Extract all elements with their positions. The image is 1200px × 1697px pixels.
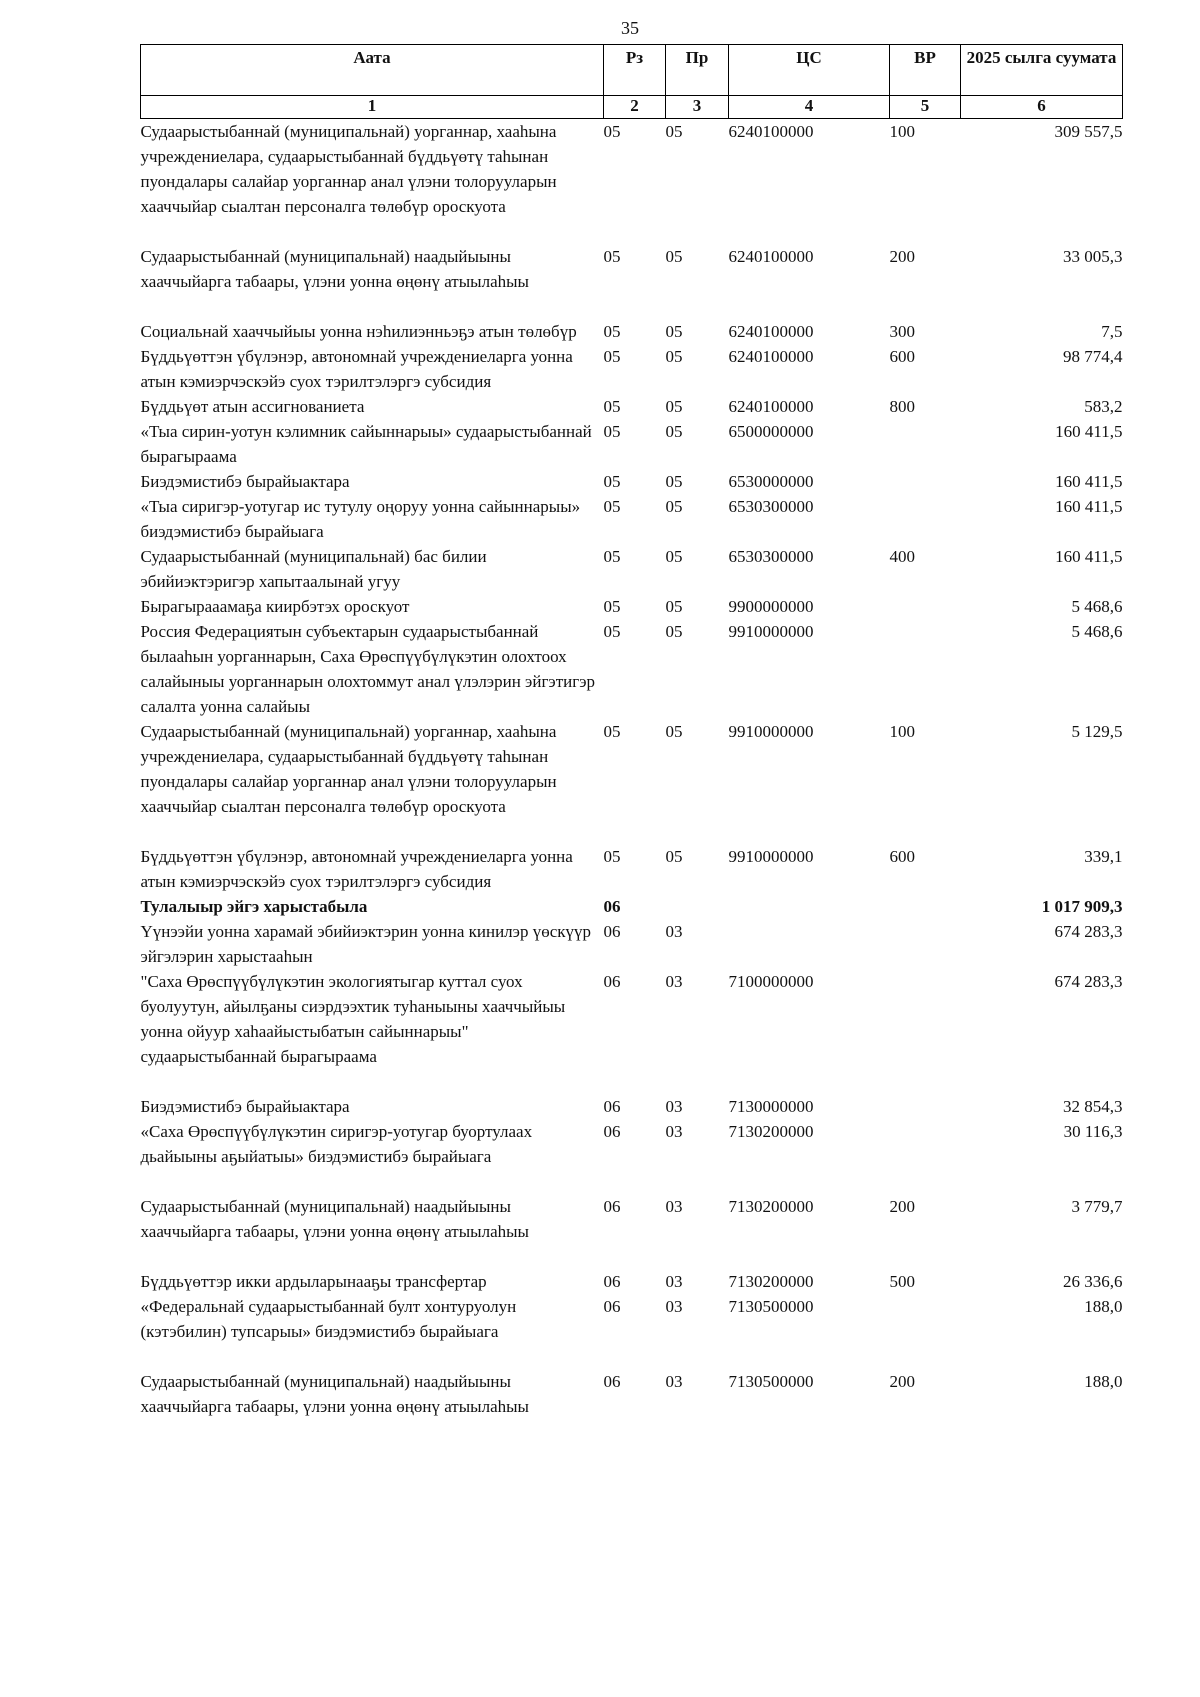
table-row	[141, 919, 1123, 969]
row-sum: 5 468,6	[1071, 622, 1123, 641]
row-pr: 03	[665, 1097, 683, 1116]
row-cs: 9910000000	[728, 722, 814, 741]
row-pr: 03	[665, 1197, 683, 1216]
row-sum: 30 116,3	[1063, 1122, 1123, 1141]
header-number: 4	[729, 96, 890, 119]
row-pr: 05	[665, 397, 683, 416]
header-pr: Пр	[666, 45, 729, 96]
row-vr	[890, 894, 961, 919]
row-pr: 05	[665, 472, 683, 491]
table-row	[141, 419, 1123, 469]
row-name: Судаарыстыбаннай (муниципальнай) уорганнар, хааһына учреждениелара, судаарыстыбаннай бүддьүөтү таһынан пуондалары салайар уорганнар анал үлэни толорууларын хааччыйар сыалтан персоналга төлөбүр ороскуота	[140, 122, 557, 216]
row-rz: 05	[603, 422, 621, 441]
table-header	[141, 45, 1123, 119]
row-sum: 188,0	[1084, 1297, 1123, 1316]
row-rz: 05	[603, 322, 621, 341]
header-number: 6	[961, 96, 1123, 119]
row-cs: 7130200000	[728, 1272, 814, 1291]
row-cs: 6530300000	[728, 497, 814, 516]
row-cs: 9900000000	[728, 597, 814, 616]
header-row	[141, 45, 1123, 96]
row-rz: 05	[603, 622, 621, 641]
row-cs: 7130200000	[728, 1197, 814, 1216]
row-vr	[890, 919, 961, 969]
table-row	[141, 594, 1123, 619]
row-pr: 03	[665, 972, 683, 991]
header-vr: ВР	[890, 45, 961, 96]
row-vr: 200	[889, 247, 915, 266]
row-sum: 5 468,6	[1071, 597, 1123, 616]
table-row	[141, 1094, 1123, 1119]
row-sum: 26 336,6	[1063, 1272, 1123, 1291]
row-vr	[890, 494, 961, 544]
header-name: Аата	[141, 45, 604, 96]
row-sum: 5 129,5	[1071, 722, 1123, 741]
row-rz: 05	[603, 247, 621, 266]
row-cs: 9910000000	[728, 622, 814, 641]
row-pr: 03	[665, 1122, 683, 1141]
row-sum: 309 557,5	[1054, 122, 1123, 141]
row-rz: 06	[603, 1122, 621, 1141]
row-pr: 03	[665, 1297, 683, 1316]
row-vr	[890, 594, 961, 619]
row-pr: 05	[665, 247, 683, 266]
table-row	[141, 1269, 1123, 1294]
table-row	[141, 719, 1123, 844]
row-name: Тулалыыр эйгэ харыстабыла	[140, 897, 368, 916]
row-vr: 500	[889, 1272, 915, 1291]
row-name: Судаарыстыбаннай (муниципальнай) наадыйыыны хааччыйарга табаары, үлэни уонна өңөнү атыылаһыы	[140, 247, 529, 291]
row-rz: 06	[603, 1197, 621, 1216]
row-vr: 600	[889, 347, 915, 366]
table-row	[141, 1194, 1123, 1269]
row-sum: 339,1	[1084, 847, 1123, 866]
row-name: Бүддьүөттэн үбүлэнэр, автономнай учреждениеларга уонна атын кэмиэрчэскэйэ суох тэрилтэлэргэ субсидия	[140, 347, 573, 391]
row-rz: 05	[603, 472, 621, 491]
row-name: «Саха Өрөспүүбүлүкэтин сиригэр-уотугар буортулаах дьайыыны аҕыйатыы» биэдэмистибэ бырайыага	[140, 1122, 533, 1166]
row-pr: 05	[665, 547, 683, 566]
table-body	[141, 119, 1123, 1420]
row-name: Үүнээйи уонна харамай эбийиэктэрин уонна кинилэр үөскүүр эйгэлэрин харыстааһын	[140, 922, 591, 966]
row-cs	[729, 919, 890, 969]
row-rz: 05	[603, 122, 621, 141]
table-row	[141, 1294, 1123, 1369]
row-rz: 06	[603, 922, 621, 941]
row-sum: 188,0	[1084, 1372, 1123, 1391]
row-name: Бүддьүөттэр икки ардыларынааҕы трансфертар	[140, 1272, 487, 1291]
row-vr	[890, 1119, 961, 1194]
table-row	[141, 544, 1123, 594]
table-row	[141, 394, 1123, 419]
row-sum: 674 283,3	[1054, 972, 1123, 991]
table-row	[141, 319, 1123, 344]
header-sum: 2025 сылга суумата	[961, 45, 1123, 96]
row-sum: 7,5	[1101, 322, 1123, 341]
header-number: 2	[604, 96, 666, 119]
table-row	[141, 619, 1123, 719]
budget-table	[140, 44, 1123, 1419]
header-number: 3	[666, 96, 729, 119]
row-rz: 05	[603, 547, 621, 566]
row-rz: 06	[603, 1097, 621, 1116]
row-sum: 98 774,4	[1063, 347, 1123, 366]
row-vr: 400	[889, 547, 915, 566]
row-sum: 3 779,7	[1071, 1197, 1123, 1216]
header-number: 5	[890, 96, 961, 119]
row-sum: 583,2	[1084, 397, 1123, 416]
row-sum: 160 411,5	[1055, 472, 1123, 491]
row-name: Бүддьүөттэн үбүлэнэр, автономнай учреждениеларга уонна атын кэмиэрчэскэйэ суох тэрилтэлэргэ субсидия	[140, 847, 573, 891]
row-pr: 03	[665, 1272, 683, 1291]
row-cs: 6500000000	[728, 422, 814, 441]
row-rz: 05	[603, 397, 621, 416]
row-sum: 160 411,5	[1055, 422, 1123, 441]
row-cs: 6240100000	[728, 322, 814, 341]
row-vr: 300	[889, 322, 915, 341]
row-rz: 06	[603, 972, 621, 991]
row-pr: 03	[665, 922, 683, 941]
row-cs: 6530000000	[728, 472, 814, 491]
row-cs: 6240100000	[728, 397, 814, 416]
row-name: Судаарыстыбаннай (муниципальнай) наадыйыыны хааччыйарга табаары, үлэни уонна өңөнү атыылаһыы	[140, 1372, 529, 1416]
row-pr: 05	[665, 422, 683, 441]
row-sum: 32 854,3	[1063, 1097, 1123, 1116]
table-row	[141, 344, 1123, 394]
row-pr: 05	[665, 122, 683, 141]
row-vr: 200	[889, 1372, 915, 1391]
row-sum: 160 411,5	[1055, 497, 1123, 516]
table-row	[141, 1119, 1123, 1194]
row-sum: 33 005,3	[1063, 247, 1123, 266]
row-pr: 03	[665, 1372, 683, 1391]
table-row	[141, 844, 1123, 894]
row-vr: 100	[889, 722, 915, 741]
row-pr	[666, 894, 729, 919]
header-rz: Рз	[604, 45, 666, 96]
row-rz: 05	[603, 497, 621, 516]
row-cs: 7130500000	[728, 1372, 814, 1391]
header-cs: ЦС	[729, 45, 890, 96]
table-row	[141, 469, 1123, 494]
table-row	[141, 1369, 1123, 1419]
row-rz: 05	[603, 597, 621, 616]
row-vr	[890, 1094, 961, 1119]
row-vr: 600	[889, 847, 915, 866]
row-vr	[890, 469, 961, 494]
row-rz: 06	[603, 1272, 621, 1291]
row-name: Судаарыстыбаннай (муниципальнай) наадыйыыны хааччыйарга табаары, үлэни уонна өңөнү атыылаһыы	[140, 1197, 529, 1241]
row-rz: 05	[603, 722, 621, 741]
table-row	[141, 969, 1123, 1094]
row-name: Судаарыстыбаннай (муниципальнай) бас билии эбийиэктэригэр хапытаалынай угуу	[140, 547, 487, 591]
row-cs	[729, 894, 890, 919]
row-cs: 6240100000	[728, 122, 814, 141]
row-cs: 9910000000	[728, 847, 814, 866]
row-cs: 6240100000	[728, 347, 814, 366]
row-name: Бырагырааамаҕа киирбэтэх ороскуот	[140, 597, 410, 616]
page-number: 35	[621, 18, 639, 38]
row-cs: 7130000000	[728, 1097, 814, 1116]
row-cs: 7130200000	[728, 1122, 814, 1141]
row-cs: 7130500000	[728, 1297, 814, 1316]
row-sum: 674 283,3	[1054, 922, 1123, 941]
row-rz: 05	[603, 847, 621, 866]
row-cs: 7100000000	[728, 972, 814, 991]
header-number-row	[141, 96, 1123, 119]
row-vr	[890, 619, 961, 719]
row-cs: 6240100000	[728, 247, 814, 266]
row-name: Биэдэмистибэ бырайыактара	[140, 472, 350, 491]
row-pr: 05	[665, 722, 683, 741]
row-cs: 6530300000	[728, 547, 814, 566]
row-rz: 06	[603, 897, 621, 916]
table-row	[141, 244, 1123, 319]
row-name: Социальнай хааччыйыы уонна нэһилиэнньэҕэ атын төлөбүр	[140, 322, 577, 341]
row-rz: 06	[603, 1372, 621, 1391]
table-row	[141, 894, 1123, 919]
row-vr	[890, 1294, 961, 1369]
row-name: Россия Федерациятын субъектарын судаарыстыбаннай былааһын уорганнарын, Саха Өрөспүүбүлүкэтин олохтоох салайыныы уорганнарын олохтоммут анал үлэлэрин эйгэтигэр салалта уонна салайыы	[140, 622, 596, 716]
row-pr: 05	[665, 847, 683, 866]
header-number: 1	[141, 96, 604, 119]
row-vr: 800	[889, 397, 915, 416]
row-vr: 200	[889, 1197, 915, 1216]
row-pr: 05	[665, 322, 683, 341]
row-rz: 06	[603, 1297, 621, 1316]
row-pr: 05	[665, 597, 683, 616]
table-row	[141, 119, 1123, 245]
row-sum: 160 411,5	[1055, 547, 1123, 566]
row-sum: 1 017 909,3	[1041, 897, 1123, 916]
row-vr: 100	[889, 122, 915, 141]
row-pr: 05	[665, 497, 683, 516]
row-name: «Тыа сирин-уотун кэлимник сайыннарыы» судаарыстыбаннай бырагыраама	[140, 422, 592, 466]
row-name: Судаарыстыбаннай (муниципальнай) уорганнар, хааһына учреждениелара, судаарыстыбаннай бүддьүөтү таһынан пуондалары салайар уорганнар анал үлэни толорууларын хааччыйар сыалтан персоналга төлөбүр ороскуота	[140, 722, 557, 816]
row-pr: 05	[665, 347, 683, 366]
row-name: «Федеральнай судаарыстыбаннай булт хонтуруолун (кэтэбилин) тупсарыы» биэдэмистибэ бырайыага	[140, 1297, 517, 1341]
row-pr: 05	[665, 622, 683, 641]
row-vr	[890, 969, 961, 1094]
row-name: "Саха Өрөспүүбүлүкэтин экологиятыгар куттал суох буолуутун, айылҕаны сиэрдээхтик туһаныыны хааччыйыы уонна ойуур хаһаайыстыбатын сайыннарыы" судаарыстыбаннай бырагыраама	[140, 972, 566, 1066]
row-name: Биэдэмистибэ бырайыактара	[140, 1097, 350, 1116]
table-row	[141, 494, 1123, 544]
row-name: Бүддьүөт атын ассигнованиета	[140, 397, 365, 416]
row-vr	[890, 419, 961, 469]
row-rz: 05	[603, 347, 621, 366]
row-name: «Тыа сиригэр-уотугар ис тутулу оңоруу уонна сайыннарыы» биэдэмистибэ бырайыага	[140, 497, 581, 541]
